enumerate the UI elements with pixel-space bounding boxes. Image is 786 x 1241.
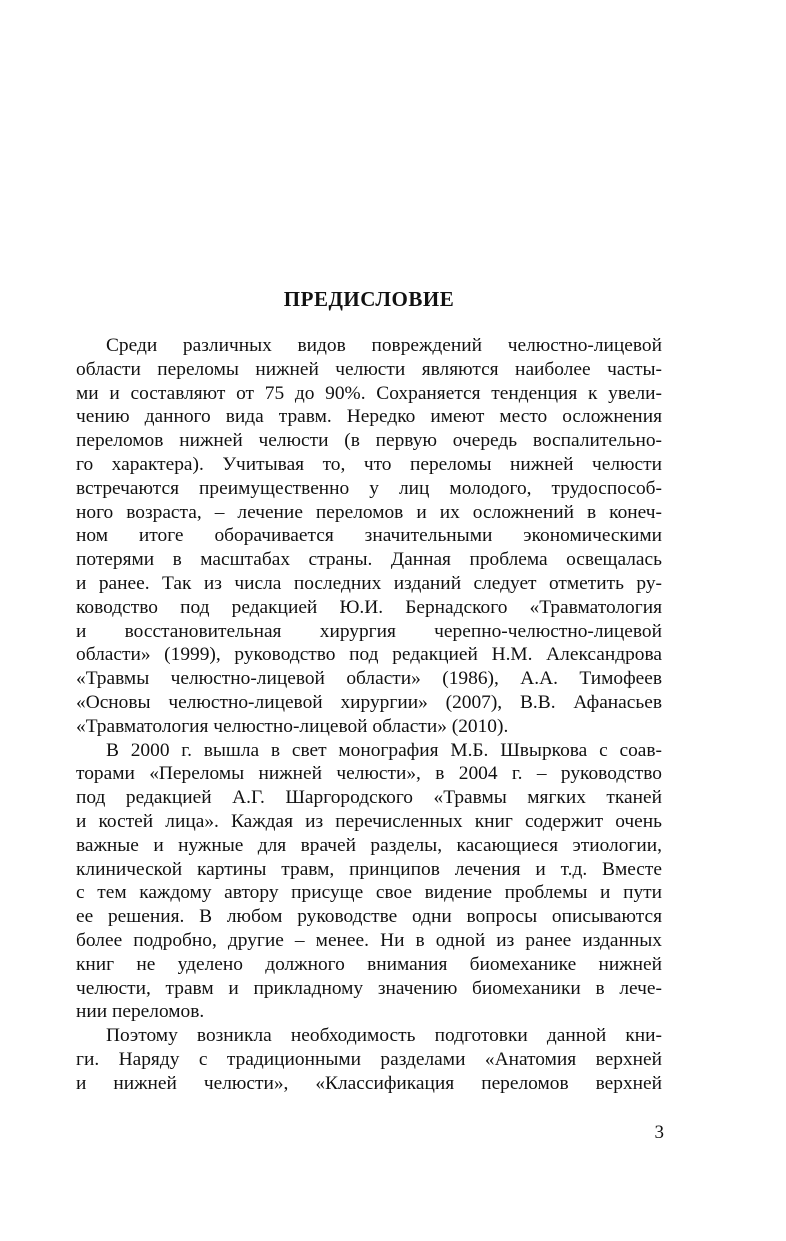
text-line: клинической картины травм, принципов лечения и т.д. Вместе: [76, 858, 662, 880]
paragraph: [76, 739, 662, 1025]
text-line: чению данного вида травм. Нередко имеют место осложнения: [76, 406, 662, 428]
text-line: ее решения. В любом руководстве одни вопросы описываются: [76, 906, 662, 928]
page-number: 3: [654, 1122, 664, 1143]
text-line: В 2000 г. вышла в свет монография М.Б. Швыркова с соав-: [106, 739, 662, 761]
text-line: книг не уделено должного внимания биомеханике нижней: [76, 953, 662, 975]
text-line: и ранее. Так из числа последних изданий следует отметить ру-: [76, 572, 662, 594]
text-line: ководство под редакцией Ю.И. Бернадского «Травматология: [76, 596, 662, 618]
text-line: и восстановительная хирургия черепно-челюстно-лицевой: [76, 620, 662, 642]
text-line: более подробно, другие – менее. Ни в одной из ранее изданных: [76, 929, 662, 951]
text-line: ном итоге оборачивается значительными экономическими: [76, 525, 662, 547]
body-text: [76, 334, 662, 1096]
paragraph: [76, 334, 662, 739]
text-line: челюсти, травм и прикладному значению биомеханики в лече-: [76, 977, 662, 999]
text-line: «Травмы челюстно-лицевой области» (1986), А.А. Тимофеев: [76, 668, 662, 690]
text-line: ги. Наряду с традиционными разделами «Анатомия верхней: [76, 1048, 662, 1070]
text-line: и костей лица». Каждая из перечисленных книг содержит очень: [76, 810, 662, 832]
text-line: области» (1999), руководство под редакцией Н.М. Александрова: [76, 644, 662, 666]
text-line: и нижней челюсти», «Классификация переломов верхней: [76, 1072, 662, 1094]
text-line: ми и составляют от 75 до 90%. Сохраняется тенденция к увели-: [76, 382, 662, 404]
paragraph: [76, 1024, 662, 1095]
text-line: важные и нужные для врачей разделы, касающиеся этиологии,: [76, 834, 662, 856]
text-line: потерями в масштабах страны. Данная проблема освещалась: [76, 549, 662, 571]
text-line: Поэтому возникла необходимость подготовки данной кни-: [106, 1025, 662, 1047]
text-line: Среди различных видов повреждений челюстно-лицевой: [106, 335, 662, 356]
chapter-title: ПРЕДИСЛОВИЕ: [283, 287, 455, 311]
page-content: [76, 282, 662, 1096]
text-line: под редакцией А.Г. Шаргородского «Травмы мягких тканей: [76, 787, 662, 809]
text-line: с тем каждому автору присуще свое видение проблемы и пути: [76, 882, 662, 904]
text-line: нии переломов.: [76, 1001, 205, 1023]
text-line: ного возраста, – лечение переломов и их осложнений в конеч-: [76, 501, 662, 523]
text-line: области переломы нижней челюсти являются наиболее часты-: [76, 358, 662, 380]
text-line: торами «Переломы нижней челюсти», в 2004 г. – руководство: [76, 763, 662, 785]
text-line: го характера). Учитывая то, что переломы нижней челюсти: [76, 453, 662, 475]
text-line: «Основы челюстно-лицевой хирургии» (2007), В.В. Афанасьев: [76, 691, 662, 713]
text-line: встречаются преимущественно у лиц молодого, трудоспособ-: [76, 477, 662, 499]
text-line: переломов нижней челюсти (в первую очередь воспалительно-: [76, 430, 662, 452]
text-line: «Травматология челюстно-лицевой области» (2010).: [76, 715, 509, 737]
